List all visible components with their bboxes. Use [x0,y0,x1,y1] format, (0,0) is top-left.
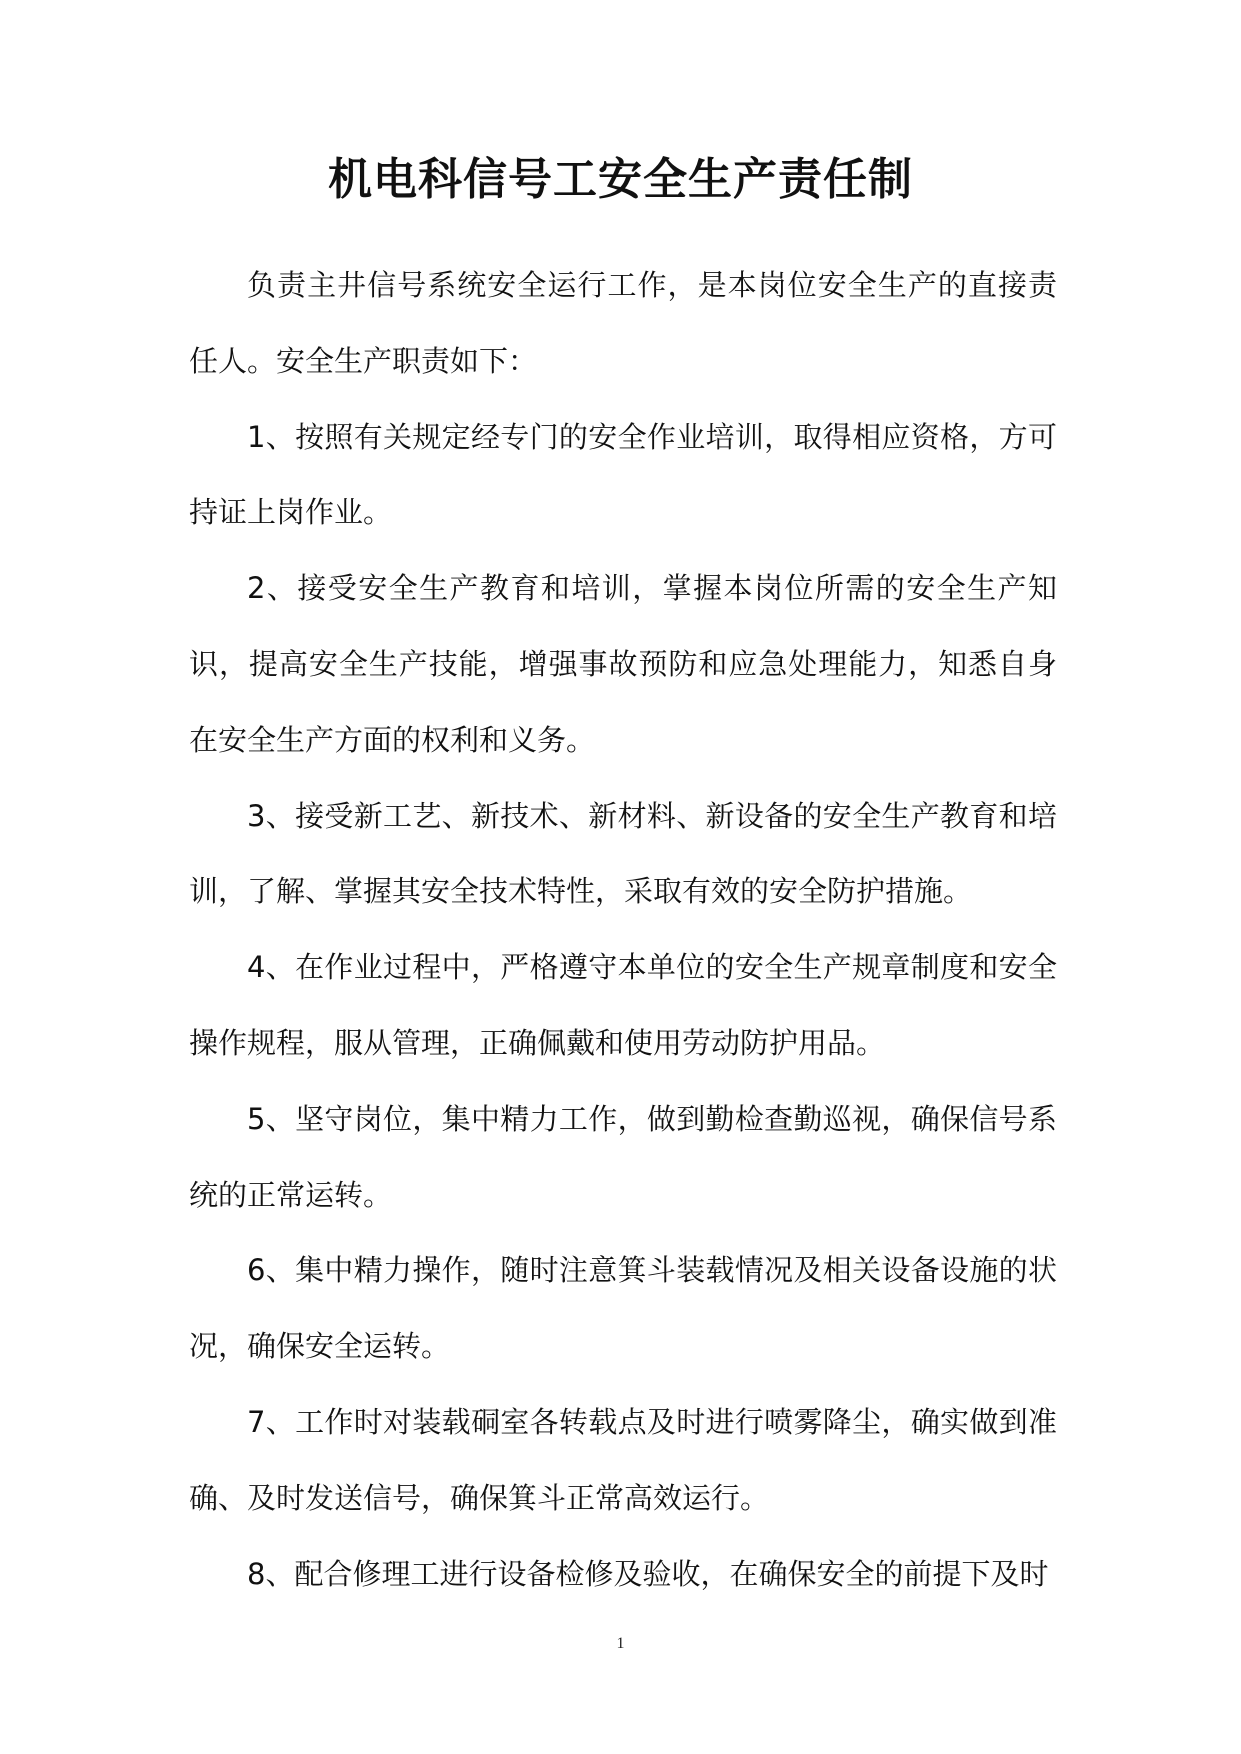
clause-paragraph-7: 7、工作时对装载硐室各转载点及时进行喷雾降尘，确实做到准确、及时发送信号，确保箕斗正常高效运行。 [189,1404,1057,1515]
clause-paragraph-5: 5、坚守岗位，集中精力工作，做到勤检查勤巡视，确保信号系统的正常运转。 [189,1101,1057,1212]
clause-paragraph-6: 6、集中精力操作，随时注意箕斗装载情况及相关设备设施的状况，确保安全运转。 [189,1253,1057,1364]
clause-paragraph-8: 8、配合修理工进行设备检修及验收，在确保安全的前提下及时 [247,1556,1049,1591]
clause-paragraph-1: 1、按照有关规定经专门的安全作业培训，取得相应资格，方可持证上岗作业。 [189,419,1057,530]
page-number: 1 [616,1635,625,1652]
document-title: 机电科信号工安全生产责任制 [328,154,913,205]
clause-paragraph-3: 3、接受新工艺、新技术、新材料、新设备的安全生产教育和培训，了解、掌握其安全技术特性，采取有效的安全防护措施。 [189,798,1057,909]
intro-paragraph: 负责主井信号系统安全运行工作，是本岗位安全生产的直接责任人。安全生产职责如下： [189,268,1057,378]
clause-paragraph-4: 4、在作业过程中，严格遵守本单位的安全生产规章制度和安全操作规程，服从管理，正确佩戴和使用劳动防护用品。 [189,950,1057,1060]
clause-paragraph-2: 2、接受安全生产教育和培训，掌握本岗位所需的安全生产知识，提高安全生产技能，增强事故预防和应急处理能力，知悉自身在安全生产方面的权利和义务。 [189,571,1057,757]
document-body [189,248,1057,1612]
